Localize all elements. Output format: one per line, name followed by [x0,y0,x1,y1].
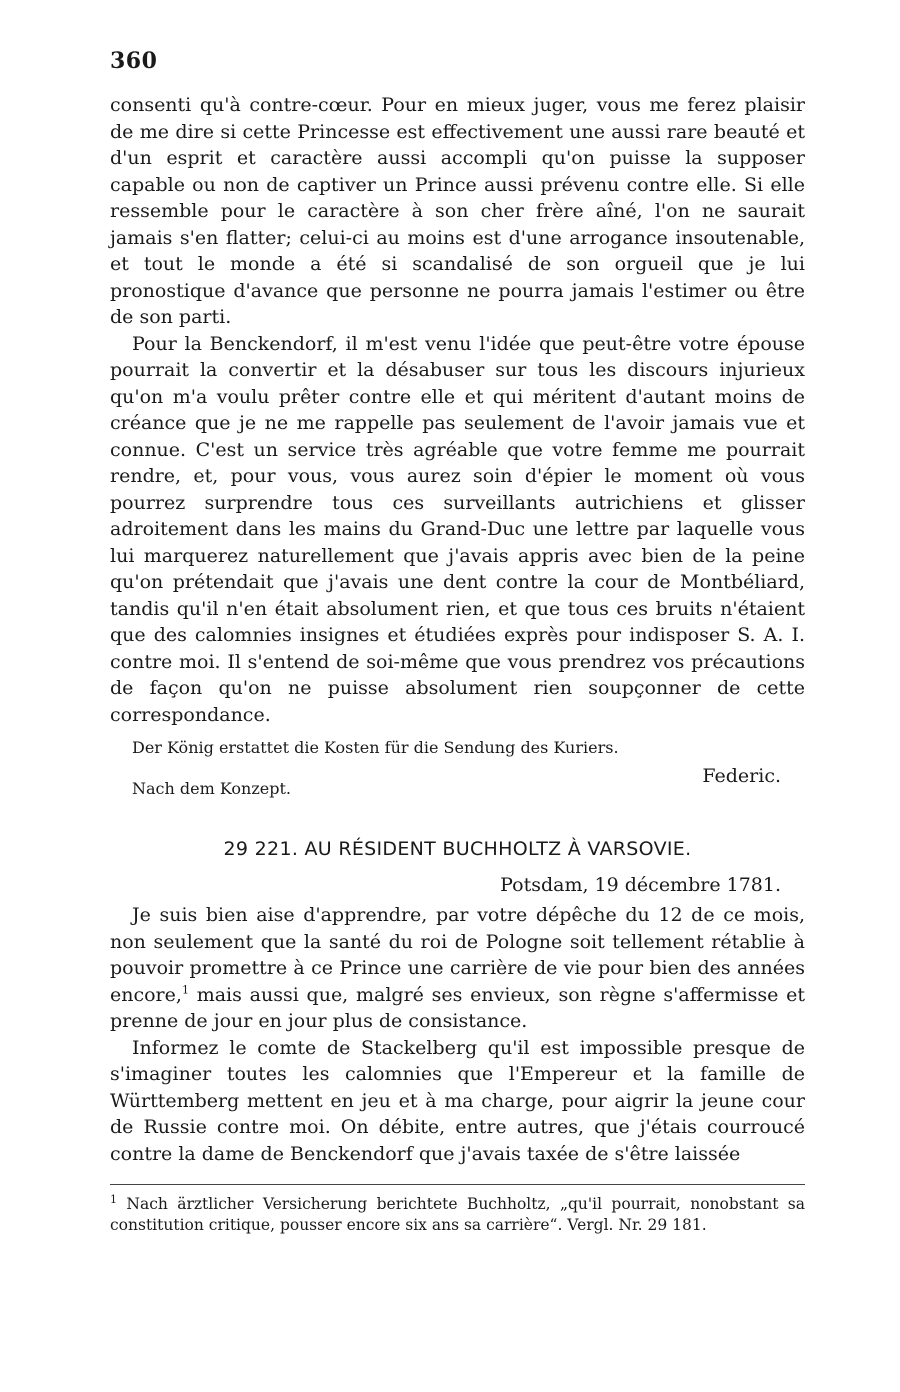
paragraph [110,902,805,1035]
letter-body [110,902,805,1167]
letter-heading: 29 221. AU RÉSIDENT BUCHHOLTZ À VARSOVIE. [223,838,692,860]
footnote-divider [110,1184,805,1185]
footnote-reference[interactable]: 1 [181,983,189,997]
paragraph: Pour la Benckendorf, il m'est venu l'idée que peut-être votre épouse pourrait la convertir et la désabuser sur tous les discours injurieux qu'on m'a voulu prêter contre elle et qui méritent d'autant moins de créance que je ne me rappelle pas seulement de l'avoir jamais vue et connue. C'est un service très agréable que votre femme me pourrait rendre, et, pour vous, vous aurez soin d'épier le moment où vous pourrez surprendre tous ces surveillants autrichiens et glisser adroitement dans les mains du Grand-Duc une lettre par laquelle vous lui marquerez naturellement que j'avais appris avec bien de la peine qu'on prétendait que j'avais une dent contre la cour de Montbéliard, tandis qu'il n'en était absolument rien, et que tous ces bruits n'étaient que des calomnies insignes et étudiées exprès pour indisposer S. A. I. contre moi. Il s'entend de soi-même que vous prendrez vos précautions de façon qu'on ne puisse absolument rien soupçonner de cette correspondance. [110,332,805,726]
source-note: Nach dem Konzept. [132,779,291,798]
signature: Federic. [702,765,781,787]
dateline: Potsdam, 19 décembre 1781. [500,874,781,896]
paragraph-text: Je suis bien aise d'apprendre, par votre dépêche du 12 de ce mois, non seulement que la santé du roi de Pologne soit tellement rétablie à pouvoir promettre à ce Prince une carrière de vie pour bien des années encore, [110,904,805,1006]
editorial-note: Der König erstattet die Kosten für die Sendung des Kuriers. [132,738,619,757]
paragraph: Informez le comte de Stackelberg qu'il est impossible presque de s'imaginer toutes les calomnies que l'Empereur et la famille de Württemberg mettent en jeu et à ma charge, pour aigrir la jeune cour de Russie contre moi. On débite, entre autres, que j'étais courroucé contre la dame de Benckendorf que j'avais taxée de s'être laissée [110,1036,805,1165]
footnote-marker: 1 [110,1192,117,1206]
page-number: 360 [110,48,158,74]
footnote-text: Nach ärztlicher Versicherung berichtete Buchholtz, „qu'il pourrait, nonobstant sa constitution critique, pousser encore six ans sa carrière“. Vergl. Nr. 29 181. [110,1195,805,1234]
letter-body-continued [110,92,805,728]
paragraph: consenti qu'à contre-cœur. Pour en mieux juger, vous me ferez plaisir de me dire si cette Princesse est effectivement une aussi rare beauté et d'un esprit et caractère aussi accompli qu'on puisse la supposer capable ou non de captiver un Prince aussi prévenu contre elle. Si elle ressemble pour le caractère à son cher frère aîné, l'on ne saurait jamais s'en flatter; celui-ci au moins est d'une arrogance insoutenable, et tout le monde a été si scandalisé de son orgueil que je lui pronostique d'avance que personne ne pourra jamais l'estimer ou être de son parti. [110,94,805,328]
paragraph-text: mais aussi que, malgré ses envieux, son règne s'affermisse et prenne de jour en jour plus de consistance. [110,983,805,1032]
footnote [110,1194,805,1236]
